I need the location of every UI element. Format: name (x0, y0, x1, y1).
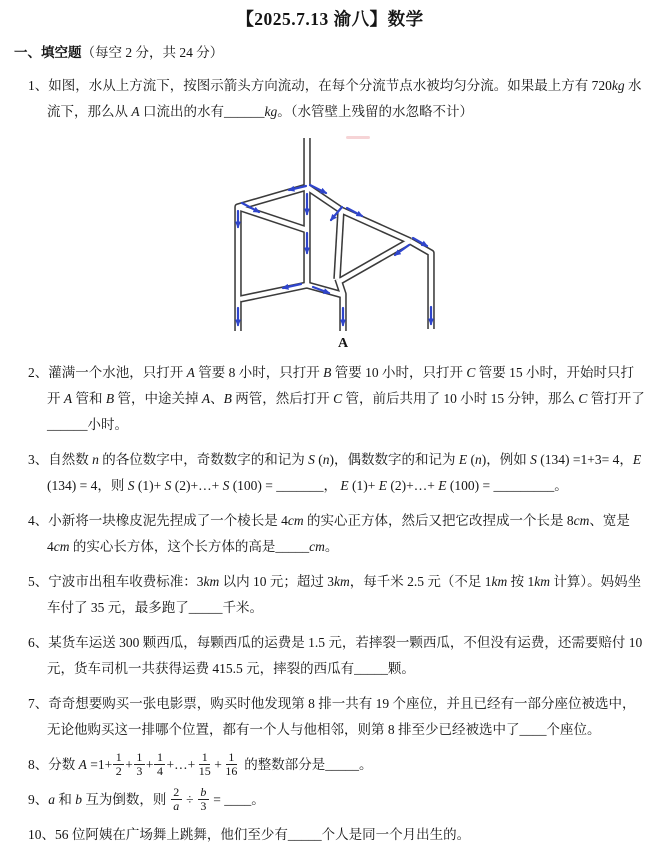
fraction: $\frac{1}{2}$ (113, 751, 124, 779)
text-segment: 两管，然后打开 (231, 391, 334, 406)
text-segment: S (530, 452, 537, 467)
text-segment: km (491, 574, 508, 589)
fraction: $\frac{2}{a}$ (171, 786, 182, 814)
outlet-label-a: A (337, 336, 349, 351)
text-segment: S (164, 478, 172, 493)
section-heading (14, 40, 646, 66)
text-segment: (100) = _________。 (446, 478, 568, 493)
text-segment: cm (573, 513, 590, 528)
text-segment: kg (611, 78, 625, 93)
text-segment: 5、宁波市出租车收费标准：3 (28, 574, 204, 589)
text-segment: + (125, 757, 133, 773)
text-segment: cm (287, 513, 304, 528)
text-segment: 1、如图，水从上方流下，按图示箭头方向流动，在每个分流节点水被均匀分流。如果最上方有 720 (28, 78, 612, 93)
text-segment: 10、56 位阿姨在广场舞上跳舞，他们至少有_____个人是同一个月出生的。 (28, 826, 471, 842)
text-segment: 管和 (72, 391, 106, 406)
text-segment: =1+ (86, 757, 113, 773)
text-segment: (1)+ (134, 478, 165, 493)
text-segment: 管，前后共用了 10 小时 15 分钟，那么 (342, 391, 579, 406)
text-segment: 以内 10 元；超过 3 (219, 574, 334, 589)
text-segment: kg (264, 104, 278, 119)
text-segment: B (223, 391, 232, 406)
text-segment: 互为倒数，则 (82, 791, 170, 807)
text-segment: cm (53, 539, 70, 554)
section-heading-note: （每空 2 分，共 24 分） (81, 45, 224, 60)
page-title: 【2025.7.13 渝八】数学 (236, 9, 424, 29)
text-segment: + (214, 757, 222, 773)
text-segment: a (48, 791, 55, 807)
question-6 (14, 630, 646, 682)
question-10 (14, 822, 646, 848)
text-segment: )，偶数数字的和记为 (329, 452, 459, 467)
text-segment: 的各位数字中，奇数数字的和记为 (98, 452, 309, 467)
question-9 (14, 784, 646, 815)
text-segment: E (378, 478, 388, 493)
pipe-diagram-svg (190, 134, 470, 354)
text-segment: 8、分数 (28, 757, 79, 773)
pipe-segment (410, 241, 431, 329)
text-segment: )，例如 (481, 452, 531, 467)
text-segment: (2)+…+ (387, 478, 439, 493)
text-segment: km (534, 574, 550, 589)
text-segment: 管要 15 小时，开始时只打开 (47, 365, 635, 406)
text-segment: n (92, 452, 99, 467)
text-segment: km (203, 574, 220, 589)
question-2 (14, 360, 646, 438)
fraction: $\frac{1}{4}$ (154, 751, 165, 779)
text-segment: (2)+…+ (171, 478, 223, 493)
text-segment: A (63, 391, 73, 406)
text-segment: C (333, 391, 343, 406)
text-segment: (134) =1+3= 4， (536, 452, 633, 467)
text-segment: (100) = _______， (229, 478, 341, 493)
text-segment: 、 (210, 391, 224, 406)
text-segment: ( (314, 452, 323, 467)
text-segment: 、宽是 4 (47, 513, 630, 554)
text-segment: E (632, 452, 642, 467)
text-segment: A (201, 391, 211, 406)
text-segment: E (340, 478, 349, 493)
text-segment: 的实心正方体，然后又把它改捏成一个长是 8 (303, 513, 574, 528)
text-segment: A (186, 365, 195, 380)
text-segment: ，每千米 2.5 元（不足 1 (349, 574, 492, 589)
question-8 (14, 752, 646, 780)
fraction: $\frac{1}{16}$ (225, 750, 238, 779)
text-segment: 管打开了______小时。 (47, 391, 645, 432)
text-segment: 9、 (28, 791, 49, 807)
text-segment: C (466, 365, 476, 380)
text-segment: n (322, 452, 330, 467)
fraction: $\frac{b}{3}$ (198, 786, 209, 814)
question-4 (14, 508, 646, 560)
text-segment: 口流出的水有______ (139, 104, 265, 119)
text-segment: B (323, 365, 332, 380)
text-segment: 3、自然数 (28, 452, 93, 467)
text-segment: +…+ (166, 757, 196, 773)
text-segment: 4、小新将一块橡皮泥先捏成了一个棱长是 4 (28, 513, 288, 528)
text-segment: B (105, 391, 115, 406)
pipe-interior (340, 241, 410, 281)
text-segment: A (131, 104, 140, 119)
pipe-network-outline (238, 138, 431, 331)
text-segment: ( (467, 452, 475, 467)
text-segment: b (75, 791, 82, 807)
text-segment: n (475, 452, 482, 467)
text-segment: 管要 8 小时，只打开 (194, 365, 324, 380)
text-segment: (134) = 4，则 (47, 478, 128, 493)
text-segment: C (578, 391, 588, 406)
text-segment: cm (309, 539, 325, 554)
text-segment: 的整数部分是_____。 (240, 757, 373, 773)
fraction: $\frac{1}{15}$ (198, 750, 211, 779)
scan-artifact (346, 136, 370, 139)
section-heading-title: 一、填空题 (14, 45, 82, 60)
text-segment: S (222, 478, 230, 493)
pipe-interior (240, 285, 307, 299)
text-segment: 2、灌满一个水池，只打开 (28, 365, 187, 380)
text-segment: 和 (55, 791, 76, 807)
text-segment: = ____。 (209, 791, 265, 807)
text-segment: 6、某货车运送 300 颗西瓜，每颗西瓜的运费是 1.5 元，若摔裂一颗西瓜，不但没有运费，还需要赔付 10 元，货车司机一共获得运费 415.5 元，摔裂的西瓜有_____颗。 (28, 635, 643, 676)
text-segment: A (78, 757, 87, 773)
text-segment: 。（水管壁上残留的水忽略不计） (277, 104, 473, 119)
text-segment: + (145, 757, 154, 773)
fraction: $\frac{1}{3}$ (134, 751, 145, 779)
question-5 (14, 569, 646, 621)
text-segment: E (438, 478, 447, 493)
text-segment: S (308, 452, 315, 467)
text-segment: 7、奇奇想要购买一张电影票，购买时他发现第 8 排一共有 19 个座位，并且已经有一部分座位被选中，无论他购买这一排哪个位置，都有一个人与他相邻，则第 8 排至少已经被选中了____个座位。 (28, 696, 636, 737)
question-7 (14, 691, 646, 743)
text-segment: 按 1 (507, 574, 535, 589)
text-segment: 管要 10 小时，只打开 (331, 365, 467, 380)
pipe-interior (238, 207, 307, 230)
text-segment: E (458, 452, 468, 467)
text-segment: 的实心长方体，这个长方体的高是_____ (69, 539, 310, 554)
text-segment: 管，中途关掉 (114, 391, 202, 406)
text-segment: 水流下，那么从 (47, 78, 642, 119)
text-segment: km (334, 574, 350, 589)
pipe-diagram (14, 134, 646, 354)
question-1 (14, 73, 646, 125)
text-segment: S (127, 478, 135, 493)
text-segment: 。 (324, 539, 339, 554)
question-3 (14, 447, 646, 499)
text-segment: ÷ (182, 791, 197, 807)
text-segment: 计算）。妈妈坐车付了 35 元，最多跑了_____千米。 (47, 574, 642, 615)
text-segment: (1)+ (348, 478, 379, 493)
